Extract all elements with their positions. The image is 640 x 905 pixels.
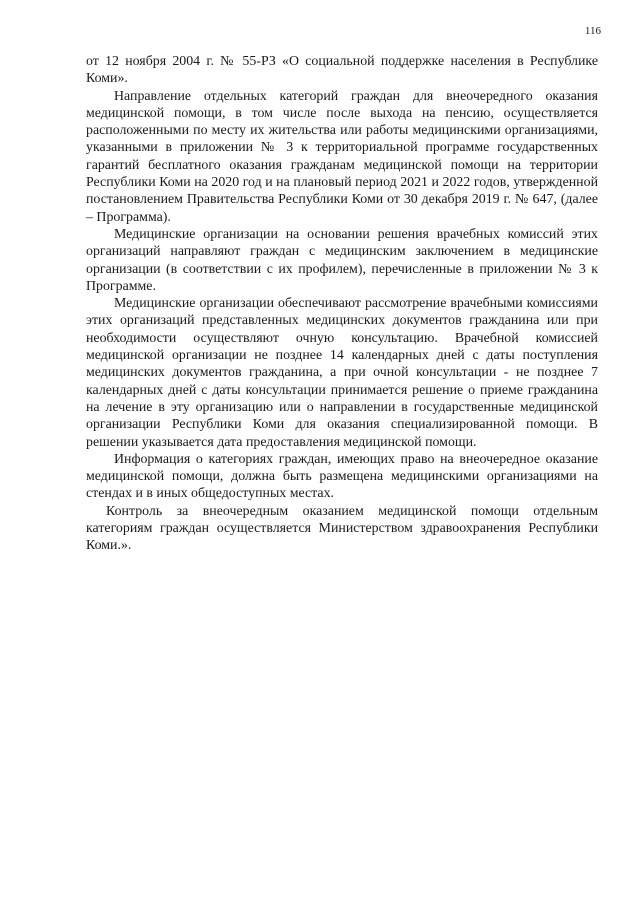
paragraph-medical-organizations: Медицинские организации на основании решения врачебных комиссий этих организаций направляют граждан с медицинским заключением в медицинские организации (в соответствии с их профилем), перечисленные в приложении № 3 к Программе. — [86, 226, 598, 294]
document-body — [86, 53, 598, 555]
paragraph-continuation: от 12 ноября 2004 г. № 55-РЗ «О социальной поддержке населения в Республике Коми». — [86, 54, 598, 87]
paragraph-commission-review: Медицинские организации обеспечивают рассмотрение врачебными комиссиями этих организаций представленных медицинских документов гражданина или при необходимости осуществляют очную консультацию. Врачебной комиссией медицинской организации не позднее 14 календарных дней с даты поступления медицинских документов гражданина, а при очной консультации - не позднее 7 календарных дней с даты консультации принимается решение о приеме гражданина на лечение в эту организацию или о направлении в государственные медицинской организации Республики Коми для оказания специализированной помощи. В решении указывается дата предоставления медицинской помощи. — [86, 296, 598, 450]
paragraph-control: Контроль за внеочередным оказанием медицинской помощи отдельным категориям граждан осуществляется Министерством здравоохранения Республики Коми.». — [86, 503, 598, 554]
paragraph-information: Информация о категориях граждан, имеющих право на внеочередное оказание медицинской помощи, должна быть размещена медицинскими организациями на стендах и в иных общедоступных местах. — [86, 451, 598, 502]
page-number: 116 — [584, 25, 601, 37]
paragraph-referral: Направление отдельных категорий граждан для внеочередного оказания медицинской помощи, в том числе после выхода на пенсию, осуществляется расположенными по месту их жительства или работы медицинскими организациями, указанными в приложении № 3 к территориальной программе государственных гарантий бесплатного оказания гражданам медицинской помощи на территории Республики Коми на 2020 год и на плановый период 2021 и 2022 годов, утвержденной постановлением Правительства Республики Коми от 30 декабря 2019 г. № 647, (далее – Программа). — [86, 88, 598, 225]
